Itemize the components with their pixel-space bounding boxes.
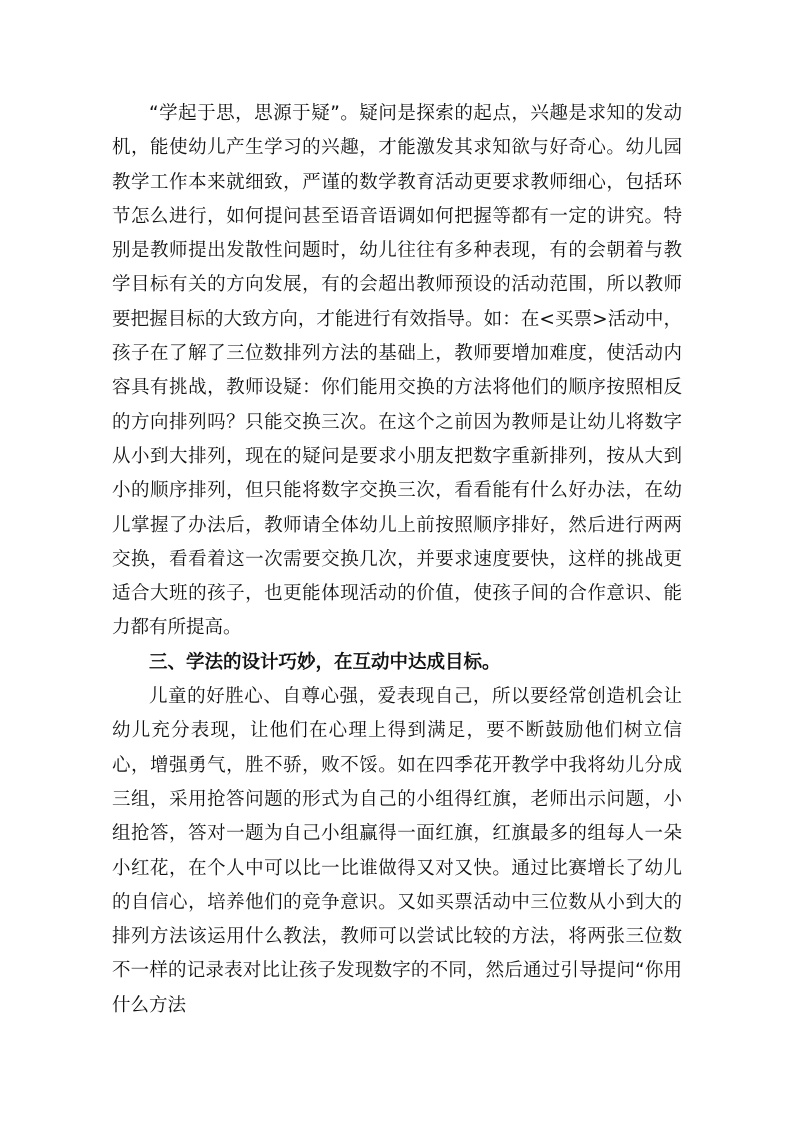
document-body [112,97,682,1023]
paragraph: 儿童的好胜心、自尊心强，爱表现自己，所以要经常创造机会让幼儿充分表现，让他们在心理上得到满足，要不断鼓励他们树立信心，增强勇气，胜不骄，败不馁。如在四季花开教学中我将幼儿分成三组，采用抢答问题的形式为自己的小组得红旗，老师出示问题，小组抢答，答对一题为自己小组赢得一面红旗，红旗最多的组每人一朵小红花，在个人中可以比一比谁做得又对又快。通过比赛增长了幼儿的自信心，培养他们的竞争意识。又如买票活动中三位数从小到大的排列方法该运用什么教法，教师可以尝试比较的方法，将两张三位数不一样的记录表对比让孩子发现数字的不同，然后通过引导提问“你用什么方法 [112,686,682,1016]
section-heading: 三、学法的设计巧妙，在互动中达成目标。 [149,651,501,673]
paragraph: “学起于思，思源于疑”。疑问是探索的起点，兴趣是求知的发动机，能使幼儿产生学习的兴趣，才能激发其求知欲与好奇心。幼儿园教学工作本来就细致，严谨的数学教育活动更要求教师细心，包括环节怎么进行，如何提问甚至语音语调如何把握等都有一定的讲究。特别是教师提出发散性问题时，幼儿往往有多种表现，有的会朝着与教学目标有关的方向发展，有的会超出教师预设的活动范围，所以教师要把握目标的大致方向，才能进行有效指导。如：在<买票>活动中，孩子在了解了三位数排列方法的基础上，教师要增加难度，使活动内容具有挑战，教师设疑：你们能用交换的方法将他们的顺序按照相反的方向排列吗？只能交换三次。在这个之前因为教师是让幼儿将数字从小到大排列，现在的疑问是要求小朋友把数字重新排列，按从大到小的顺序排列，但只能将数字交换三次，看看能有什么好办法，在幼儿掌握了办法后，教师请全体幼儿上前按照顺序排好，然后进行两两交换，看看着这一次需要交换几次，并要求速度要快，这样的挑战更适合大班的孩子，也更能体现活动的价值，使孩子间的合作意识、能力都有所提高。 [112,103,682,639]
